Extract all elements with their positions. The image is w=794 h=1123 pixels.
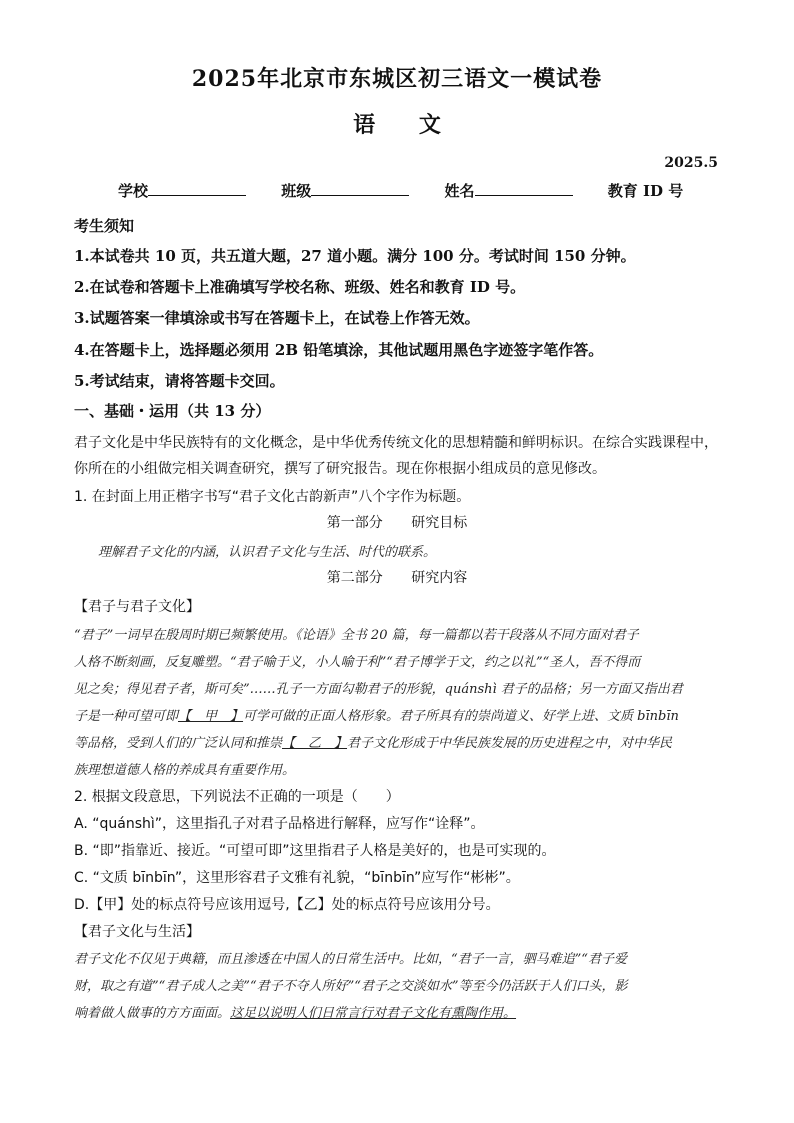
part-2-heading [0, 567, 794, 587]
subject-char-1: 语 [353, 112, 376, 138]
section-heading: 一、基础・运用（共 13 分） [74, 402, 271, 420]
passage-line [74, 705, 724, 724]
notice-item: 3.试题答案一律填涂或书写在答题卡上，在试卷上作答无效。 [74, 309, 480, 327]
intro-line: 你所在的小组做完相关调查研究，撰写了研究报告。现在你根据小组成员的意见修改。 [74, 461, 606, 477]
option-a: A. “quánshì”，这里指孔子对君子品格进行解释，应写作“诠释”。 [74, 816, 485, 832]
option-b: B. “即”指靠近、接近。“可望可即”这里指君子人格是美好的，也是可实现的。 [74, 843, 556, 859]
class-field[interactable] [281, 180, 409, 201]
option-d: D.【甲】处的标点符号应该用逗号,【乙】处的标点符号应该用分号。 [74, 897, 500, 913]
underlined-sentence: 这足以说明人们日常言行对君子文化有熏陶作用。 [230, 1006, 517, 1021]
part-1-text: 理解君子文化的内涵，认识君子文化与生活、时代的联系。 [98, 545, 437, 560]
notice-heading: 考生须知 [74, 217, 135, 235]
exam-title: 2025年北京市东城区初三语文一模试卷 [191, 66, 603, 92]
passage-line: 君子文化不仅见于典籍，而且渗透在中国人的日常生活中。比如，“君子一言，驷马难追”“君子爱 [74, 952, 627, 967]
subject-title [0, 108, 794, 139]
part-1-title: 研究目标 [411, 515, 468, 531]
name-blank[interactable] [475, 181, 573, 196]
part-2-label: 第二部分 [326, 570, 383, 586]
passage-line: “君子”一词早在殷周时期已频繁使用。《论语》全书 20 篇，每一篇都以若干段落从不同方面对君子 [74, 628, 639, 643]
notice-item: 1.本试卷共 10 页，共五道大题，27 道小题。满分 100 分。考试时间 150 分钟。 [74, 247, 636, 265]
notice-item: 4.在答题卡上，选择题必须用 2B 铅笔填涂，其他试题用黑色字迹签字笔作答。 [74, 341, 604, 359]
subsection-heading: 【君子与君子文化】 [74, 599, 200, 615]
option-c: C. “文质 bīnbīn”，这里形容君子文雅有礼貌，“bīnbīn”应写作“彬彬”。 [74, 870, 520, 886]
passage-fragment: 响着做人做事的方方面面。 [74, 1006, 231, 1021]
notice-item: 5.考试结束，请将答题卡交回。 [74, 372, 285, 390]
class-label: 班级 [281, 182, 312, 200]
school-field[interactable] [118, 180, 246, 201]
passage-line [74, 732, 724, 751]
passage-line [74, 1002, 724, 1021]
exam-date: 2025.5 [664, 155, 718, 171]
name-field[interactable] [445, 180, 573, 201]
question-1: 1. 在封面上用正楷字书写“君子文化古韵新声”八个字作为标题。 [74, 489, 471, 505]
intro-line: 君子文化是中华民族特有的文化概念，是中华优秀传统文化的思想精髓和鲜明标识。在综合实践课程中， [74, 435, 718, 451]
passage-fragment: 子是一种可望可即 [74, 709, 179, 724]
part-2-title: 研究内容 [411, 570, 468, 586]
part-1-heading [0, 512, 794, 532]
notice-item: 2.在试卷和答题卡上准确填写学校名称、班级、姓名和教育 ID 号。 [74, 278, 526, 296]
blank-yi: 【 乙 】 [282, 736, 348, 751]
school-label: 学校 [118, 182, 149, 200]
passage-fragment: 等品格，受到人们的广泛认同和推崇 [74, 736, 283, 751]
passage-line: 见之矣；得见君子者，斯可矣”……孔子一方面勾勒君子的形貌，quánshì 君子的品格；另一方面又指出君 [74, 682, 683, 697]
edu-id-field [608, 180, 683, 201]
edu-id-label: 教育 ID 号 [607, 182, 684, 200]
subject-char-2: 文 [418, 112, 441, 138]
question-2: 2. 根据文段意思，下列说法不正确的一项是（ ） [74, 789, 400, 805]
name-label: 姓名 [444, 182, 475, 200]
passage-line: 财，取之有道”“君子成人之美”“君子不夺人所好”“君子之交淡如水”等至今仍活跃于人们口头，影 [74, 979, 628, 994]
part-1-label: 第一部分 [326, 515, 383, 531]
passage-fragment: 可学可做的正面人格形象。君子所具有的崇尚道义、好学上进、文质 bīnbīn [243, 709, 679, 724]
passage-line: 人格不断刻画，反复雕塑。“君子喻于义，小人喻于利”“君子博学于文，约之以礼”“圣人，吾不得而 [74, 655, 641, 670]
class-blank[interactable] [311, 181, 409, 196]
passage-line: 族理想道德人格的养成具有重要作用。 [74, 763, 296, 778]
subsection-heading: 【君子文化与生活】 [74, 924, 200, 940]
school-blank[interactable] [148, 181, 246, 196]
passage-fragment: 君子文化形成于中华民族发展的历史进程之中，对中华民 [347, 736, 673, 751]
student-info-fields [118, 180, 713, 201]
blank-jia: 【 甲 】 [178, 709, 244, 724]
